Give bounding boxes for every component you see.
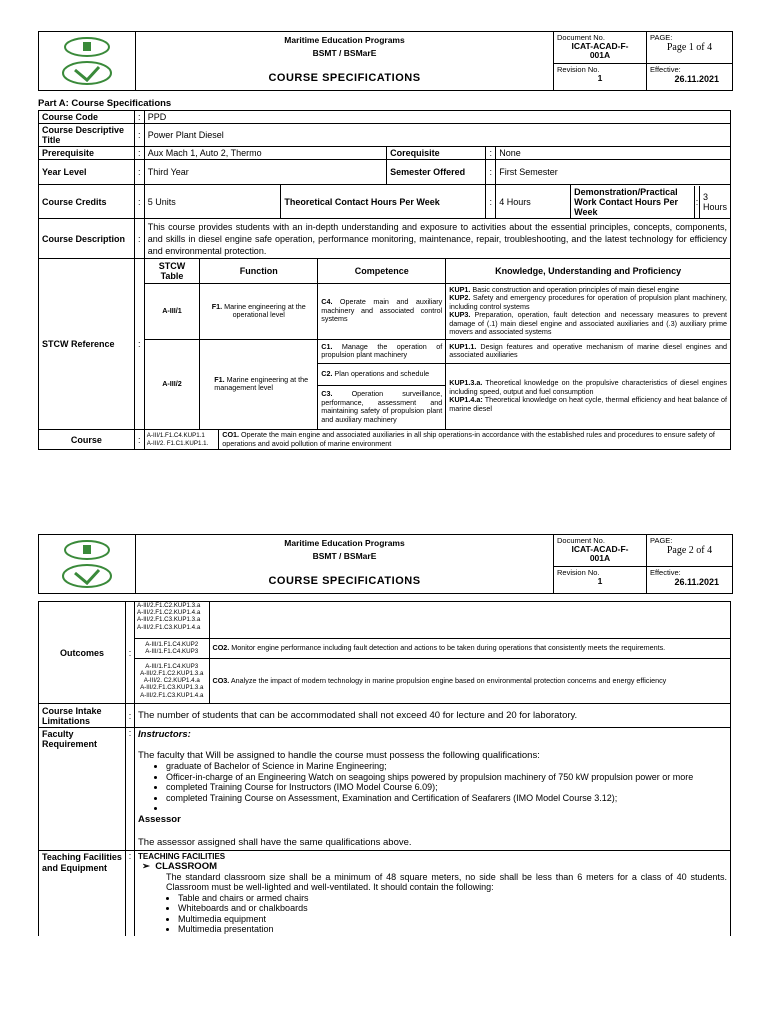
outcome-ref: A-III/1.F1.C4.KUP3 <box>145 648 199 655</box>
faculty-qualifications-list <box>138 761 727 814</box>
credits-label: Course Credits <box>39 185 135 219</box>
teaching-facilities-heading: TEACHING FACILITIES <box>138 851 226 861</box>
effective-label: Effective: <box>650 65 681 74</box>
stcw-head-function: Function <box>200 259 318 283</box>
document-title: COURSE SPECIFICATIONS <box>268 72 421 84</box>
semester-label: Semester Offered <box>387 160 486 185</box>
co3-text: Analyze the impact of modern technology in marine propulsion engine based on environmental protection concerns and energy efficiency <box>229 675 667 685</box>
table-row: Course Code : PPD <box>39 111 731 124</box>
course-code-label: Course Code <box>39 111 135 124</box>
course-spec-table-continued <box>38 601 731 936</box>
coreq-value: None <box>496 147 731 160</box>
outcome-ref: A-III/2.F1.C3.KUP1.4.a <box>140 691 204 699</box>
kup-code: KUP3. <box>449 310 471 319</box>
refs-block-a <box>135 602 209 638</box>
page-label: PAGE: <box>650 33 673 42</box>
prereq-label: Prerequisite <box>39 147 135 160</box>
program-name: Maritime Education Programs <box>284 35 405 45</box>
stcw-head-table: STCW Table <box>145 259 200 283</box>
course-outcome-label: Course <box>39 430 135 450</box>
effective-label: Effective: <box>650 568 681 577</box>
revision-number: 1 <box>597 576 603 586</box>
outcome-ref: A-III/2. C2.KUP1.4.a <box>143 677 200 685</box>
program-sub: BSMT / BSMarE <box>312 551 377 561</box>
course-spec-table <box>38 110 731 450</box>
kup-text: Design features and operative mechanism of marine diesel engines and associated auxiliaries <box>449 341 727 359</box>
list-item: • Officer-in-charge of an Engineering Watch on seagoing ships powered by propulsion machinery of 750 kW propulsion power or more <box>166 772 727 783</box>
outcomes-label: Outcomes <box>39 602 126 704</box>
document-header <box>38 31 733 91</box>
competence-code: C4. <box>321 297 333 307</box>
table-row: Course Credits : 5 Units Theoretical Contact Hours Per Week : 4 Hours Demonstration/Practical Work Contact Hours Per Week : 3 Hours <box>39 185 731 219</box>
revision-label: Revision No. <box>557 65 600 74</box>
co3-code: CO3. <box>212 675 230 685</box>
competence-code: C1. <box>321 341 333 351</box>
intake-label: Course Intake Limitations <box>39 704 126 728</box>
school-seal-icon <box>52 34 122 88</box>
table-row: Faculty Requirement : Instructors: The faculty that Will be assigned to handle the course must possess the following qualifications: • graduate of Bachelor of Science in Marine Engineering; • Officer-in-charge of an Engineering Watch on seagoing ships powered by propulsion machinery of 750 kW propulsion power or more • completed Training Course for Instructors (IMO Model Course 6.09); • completed Training Course on Assessment, Examination and Certification of Seafarers (IMO Model Course 3.12); • Assessor The assessor assigned shall have the same qualifications above. <box>39 728 731 851</box>
program-sub: BSMT / BSMarE <box>312 48 377 58</box>
competence-text: Plan operations and schedule <box>332 368 430 378</box>
demo-hours-value: 3 Hours <box>703 191 728 212</box>
outcome-ref: A-III/1.F1.C4.KUP2 <box>145 640 199 648</box>
stcw-head-kup: Knowledge, Understanding and Proficiency <box>446 259 730 283</box>
kup-text: Safety and emergency procedures for operation of propulsion plant machinery, including control systems <box>449 293 727 311</box>
page-number: Page 1 of 4 <box>666 42 713 53</box>
kup-code: KUP1. <box>449 284 471 294</box>
outcome-ref: A-III/2.F1.C2.KUP1.3.a <box>137 602 201 609</box>
list-item: • completed Training Course for Instructors (IMO Model Course 6.09); <box>166 782 727 793</box>
list-item: • Whiteboards and or chalkboards <box>178 903 727 914</box>
doc-no-line1: ICAT-ACAD-F- <box>571 41 629 51</box>
list-item: • Multimedia presentation <box>178 924 727 935</box>
teaching-facilities-label: Teaching Facilities and Equipment <box>39 850 126 936</box>
doc-no-line1: ICAT-ACAD-F- <box>571 544 629 554</box>
stcw-a3-1: A-III/1 <box>145 283 200 339</box>
theory-hours-value: 4 Hours <box>496 185 571 219</box>
co2-code: CO2. <box>212 642 230 652</box>
program-name: Maritime Education Programs <box>284 538 405 548</box>
arrow-bullet-icon: ➢ <box>142 860 150 872</box>
description-label: Course Description <box>39 219 135 259</box>
table-row: Course Intake Limitations : The number of students that can be accommodated shall not exceed 40 for lecture and 20 for laboratory. <box>39 704 731 728</box>
school-seal-icon <box>52 537 122 591</box>
kup-text: Preparation, operation, fault detection and necessary measures to prevent damage of (.1) main diesel engine and associated auxiliaries and (.3) auxiliary prime movers and associated systems <box>449 310 727 336</box>
function-text: Marine engineering at the management level <box>214 374 309 393</box>
kup-text: Theoretical knowledge on the propulsive characteristics of diesel engines including speed, output and fuel consumption <box>449 378 727 396</box>
title-value: Power Plant Diesel <box>144 124 730 147</box>
list-item: • graduate of Bachelor of Science in Marine Engineering; <box>166 761 727 772</box>
list-item <box>166 803 727 814</box>
credits-value: 5 Units <box>144 185 281 219</box>
page-number: Page 2 of 4 <box>666 545 713 556</box>
competence-code: C3. <box>321 389 333 399</box>
demo-hours-label: Demonstration/Practical Work Contact Hours Per Week <box>571 186 694 218</box>
doc-no-line2: 001A <box>589 553 611 563</box>
page-label: PAGE: <box>650 536 673 545</box>
competence-text: Manage the operation of propulsion plant machinery <box>321 341 443 359</box>
year-label: Year Level <box>39 160 135 185</box>
co1-text: Operate the main engine and associated auxiliaries in all ship operations-in accordance with the established rules and procedures to ensure safety of operations and avoid pollution of marine environment <box>222 430 715 448</box>
competence-text: Operation surveillance, performance, assessment and maintaining safety of propulsion plant and auxiliary machinery <box>321 389 443 424</box>
doc-no-label: Document No. <box>557 33 605 42</box>
faculty-label: Faculty Requirement <box>39 728 126 851</box>
kup-text: Theoretical knowledge on heat cycle, thermal efficiency and heat balance of marine diesel <box>449 395 727 413</box>
table-row: Course Description : This course provides students with an in-depth understanding and exposure to activities about the essential principles, concepts, components, and skills in diesel engine safe operation, performance monitoring, maintenance, repair, troubleshooting, and the latest technology for efficiency and environmental protection. <box>39 219 731 259</box>
outcome-ref: A-III/2.F1.C2.KUP1.3.a <box>140 669 204 677</box>
document-title: COURSE SPECIFICATIONS <box>268 575 421 587</box>
table-row: STCW Reference : STCW Table Function Competence Knowledge, Understanding and Proficiency A-III/1 F1. Marine engineering at the operational level C4. Operate main and auxiliary machinery and associated control systems KUP1. Basic construction and operation principles of main diesel engine KUP2. Safety and emergency procedures for operation of propulsion plant machinery, including control systems KUP3. Preparation, operation, fault detection and necessary measures to prevent damage of (.1) main diesel engine and associated auxiliaries and (.3) auxiliary prime movers and associated systems A-III/2 F1. Marine engineering at the management level C1. Manage the operation of propulsion plant machinery KUP1.1. Design features and operative mechanism of marine diesel engines and associated auxiliaries C2. Plan operations and schedule KUP1.3.a. Theoretical knowledge on the propulsive characteristics of diesel engines including speed, output and fuel consumption KUP1.4.a: Theoretical knowledge on heat cycle, thermal efficiency and heat balance of marine diesel C3. Operation surveillance, performance, assessment and maintaining safety of propulsion plant and auxiliary machinery <box>39 259 731 430</box>
function-text: Marine engineering at the operational level <box>222 301 306 319</box>
intake-value: The number of students that can be accommodated shall not exceed 40 for lecture and 20 for laboratory. <box>135 704 731 728</box>
classroom-items-list <box>138 893 727 935</box>
classroom-heading: CLASSROOM <box>155 860 217 872</box>
classroom-text: The standard classroom size shall be a minimum of 48 square meters, no side shall be less than 6 meters for a class of 40 students. Classroom must be well-lighted and well-ventilated. It should contain the following: <box>166 871 727 892</box>
outcome-ref: A-III/2.F1.C3.KUP1.3.a <box>137 616 201 624</box>
course-code-value: PPD <box>144 111 730 124</box>
assessor-heading: Assessor <box>138 813 181 825</box>
prereq-value: Aux Mach 1, Auto 2, Thermo <box>144 147 386 160</box>
competence-text: Operate main and auxiliary machinery and associated control systems <box>321 297 443 324</box>
document-header <box>38 534 733 594</box>
table-row: Prerequisite : Aux Mach 1, Auto 2, Thermo Corequisite : None <box>39 147 731 160</box>
title-label: Course Descriptive Title <box>39 124 135 147</box>
outcome-ref: A-III/1.F1.C4.KUP3 <box>145 662 199 670</box>
competence-code: C2. <box>321 368 333 378</box>
description-value: This course provides students with an in-depth understanding and exposure to activities about the essential principles, concepts, components, and skills in diesel engine safe operation, performance monitoring, maintenance, repair, troubleshooting, and the latest technology for efficiency and environmental protection. <box>144 219 730 259</box>
theory-hours-label: Theoretical Contact Hours Per Week <box>281 185 486 219</box>
faculty-intro: The faculty that Will be assigned to handle the course must possess the following qualifications: <box>138 750 540 761</box>
revision-label: Revision No. <box>557 568 600 577</box>
outcome-ref: A-III/2.F1.C3.KUP1.3.a <box>140 684 204 692</box>
kup-code: KUP1.3.a. <box>449 378 483 388</box>
instructors-heading: Instructors: <box>138 729 191 740</box>
stcw-table <box>145 259 730 429</box>
stcw-label: STCW Reference <box>39 259 135 430</box>
table-row: Year Level : Third Year Semester Offered : First Semester <box>39 160 731 185</box>
kup-code: KUP1.4.a: <box>449 395 483 405</box>
stcw-a3-2: A-III/2 <box>145 339 200 429</box>
coreq-label: Corequisite <box>387 147 486 160</box>
outcome-ref: A-III/2.F1.C2.KUP1.4.a <box>137 609 201 617</box>
list-item: • completed Training Course on Assessment, Examination and Certification of Seafarers (IMO Model Course 3.12); <box>166 793 727 804</box>
kup-code: KUP1.1. <box>449 341 477 351</box>
stcw-head-competence: Competence <box>318 259 446 283</box>
table-row: Outcomes : A-III/2.F1.C2.KUP1.3.a A-III/2.F1.C2.KUP1.4.a A-III/2.F1.C3.KUP1.3.a A-III/2.F1.C3.KUP1.4.a A-III/1.F1.C4.KUP2 A-III/1.F1.C4.KUP3 CO2. Monitor engine performance including fault detection and actions to be taken during operations that consistently meets the requirements. A-III/1.F1.C4.KUP3 A-III/2.F1.C2.KUP1.3.a A-III/2. C2.KUP1.4.a A-III/2.F1.C3.KUP1.3.a A-III/2.F1.C3.KUP1.4.a CO3. Analyze the impact of modern technology in marine propulsion engine based on environmental protection concerns and energy efficiency <box>39 602 731 704</box>
effective-date: 26.11.2021 <box>674 74 719 84</box>
part-a-heading: Part A: Course Specifications <box>38 98 172 109</box>
list-item: • Table and chairs or armed chairs <box>178 893 727 904</box>
outcome-ref: A-III/2.F1.C3.KUP1.4.a <box>137 623 201 631</box>
co2-text: Monitor engine performance including fault detection and actions to be taken during operations that consistently meets the requirements. <box>229 642 666 652</box>
semester-value: First Semester <box>496 160 731 185</box>
co1-ref: A-III/2. F1.C1.KUP1.1. <box>146 439 209 447</box>
effective-date: 26.11.2021 <box>674 577 719 587</box>
kup-text: Basic construction and operation principles of main diesel engine <box>470 284 679 294</box>
table-row: Course : A-III/1.F1.C4.KUP1.1 A-III/2. F1.C1.KUP1.1. CO1. Operate the main engine and associated auxiliaries in all ship operations-in accordance with the established rules and procedures to ensure safety of operations and avoid pollution of marine environment <box>39 430 731 450</box>
kup-code: KUP2. <box>449 293 471 302</box>
year-value: Third Year <box>144 160 386 185</box>
assessor-text: The assessor assigned shall have the same qualifications above. <box>138 836 412 848</box>
table-row: Teaching Facilities and Equipment : TEACHING FACILITIES ➢ CLASSROOM The standard classroom size shall be a minimum of 48 square meters, no side shall be less than 6 meters for a class of 40 students. Classroom must be well-lighted and well-ventilated. It should contain the following: • Table and chairs or armed chairs • Whiteboards and or chalkboards • Multimedia equipment • Multimedia presentation <box>39 850 731 936</box>
doc-no-line2: 001A <box>589 50 611 60</box>
school-logo <box>39 535 136 594</box>
function-code: F1. <box>211 301 223 311</box>
co1-code: CO1. <box>222 430 240 439</box>
list-item: • Multimedia equipment <box>178 914 727 925</box>
school-logo <box>39 32 136 91</box>
function-code: F1. <box>214 374 225 384</box>
revision-number: 1 <box>597 73 603 83</box>
doc-no-label: Document No. <box>557 536 605 545</box>
table-row: Course Descriptive Title : Power Plant Diesel <box>39 124 731 147</box>
co1-ref: A-III/1.F1.C4.KUP1.1 <box>146 432 205 440</box>
